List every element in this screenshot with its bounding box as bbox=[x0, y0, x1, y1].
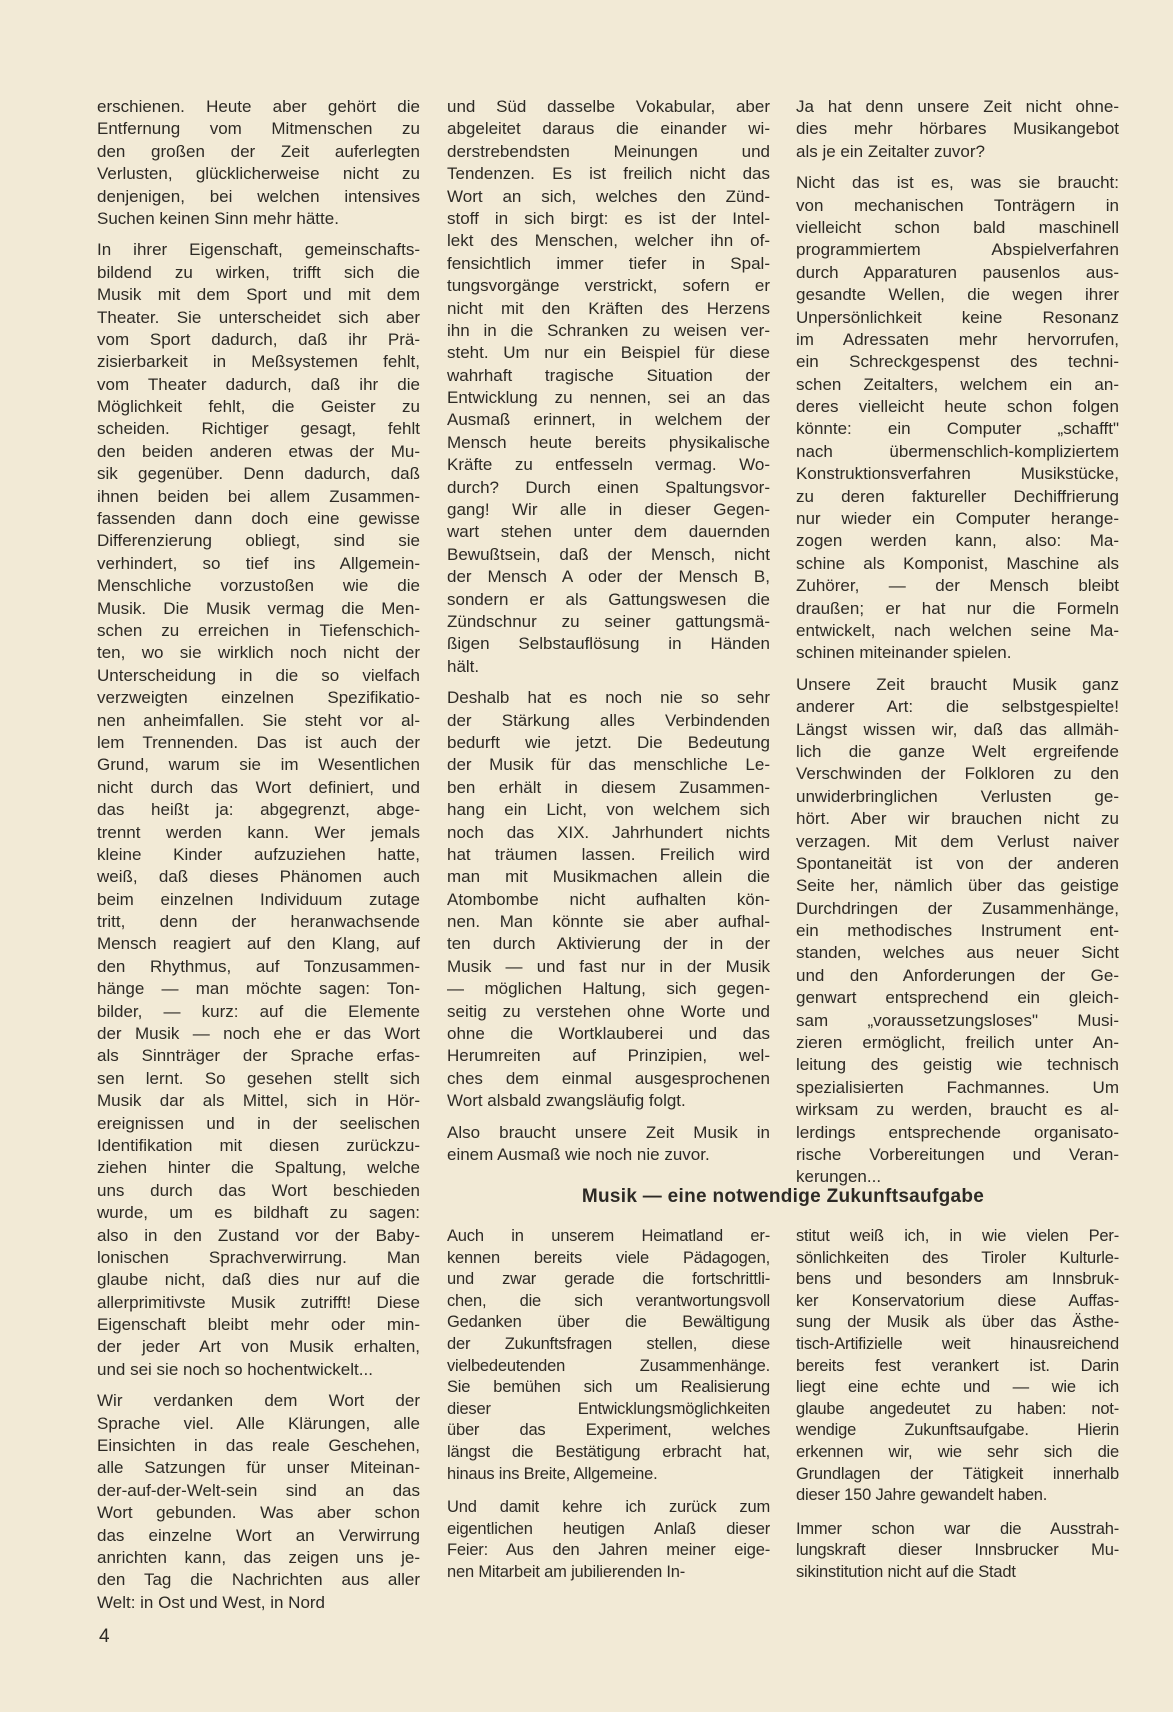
text-line: ziehen hinter die Spaltung, welche bbox=[97, 1158, 420, 1178]
text-line: Ja hat denn unsere Zeit nicht ohne- bbox=[796, 97, 1119, 116]
text-line: Gedanken über die Bewältigung bbox=[447, 1313, 770, 1332]
text-line: lonischen Sprachverwirrung. Man bbox=[97, 1247, 420, 1267]
text-line: dieser 150 Jahre gewandelt haben. bbox=[796, 1486, 1048, 1505]
text-line: ten durch Aktivierung der in der bbox=[447, 934, 770, 954]
text-line: wurde, um es bildhaft zu sagen: bbox=[97, 1203, 420, 1223]
text-line: und Süd dasselbe Vokabular, aber bbox=[447, 97, 770, 116]
text-line: der-auf-der-Welt-sein sind an das bbox=[97, 1480, 420, 1500]
text-line: Kräfte zu entfesseln vermag. Wo- bbox=[447, 455, 770, 475]
text-line: das heißt ja: abgegrenzt, abge- bbox=[97, 800, 420, 820]
text-line: Wort gebunden. Was aber schon bbox=[97, 1503, 420, 1523]
text-line: Differenzierung obliegt, sind sie bbox=[97, 531, 420, 551]
text-line: Unterscheidung in die so vielfach bbox=[97, 665, 420, 685]
text-line: lungskraft dieser Innsbrucker Mu- bbox=[796, 1541, 1119, 1560]
text-line: Wir verdanken dem Wort der bbox=[97, 1391, 420, 1411]
text-line: der Musik für das menschliche Le- bbox=[447, 755, 770, 775]
text-line: verzagen. Mit dem Verlust naiver bbox=[796, 831, 1119, 851]
text-line: liegt eine echte und — wie ich bbox=[796, 1378, 1119, 1397]
text-line: der Musik — noch ehe er das Wort bbox=[97, 1024, 420, 1044]
text-line: ereignissen und in der seelischen bbox=[97, 1113, 420, 1133]
text-line: bens und besonders am Innsbruk- bbox=[796, 1270, 1119, 1289]
text-line: einem Ausmaß wie noch nie zuvor. bbox=[447, 1144, 710, 1164]
text-line: sen lernt. So gesehen stellt sich bbox=[97, 1068, 420, 1088]
text-line: lekt des Menschen, welcher ihn of- bbox=[447, 231, 770, 251]
text-line: zieren ermöglicht, freilich unter An- bbox=[796, 1033, 1119, 1053]
text-line: leitung des geistig wie technisch bbox=[796, 1055, 1119, 1075]
text-line: vielbedeutenden Zusammenhänge. bbox=[447, 1356, 770, 1375]
text-line: ßigen Selbstauflösung in Händen bbox=[447, 634, 770, 654]
text-line: lem Trennenden. Das ist auch der bbox=[97, 732, 420, 752]
text-column-1 bbox=[97, 96, 420, 1623]
text-line: schen zu erreichen in Tiefenschich- bbox=[97, 620, 420, 640]
text-line: Auch in unserem Heimatland er- bbox=[447, 1227, 770, 1245]
text-line: Musik — und fast nur in der Musik bbox=[447, 956, 770, 976]
text-line: nur wieder ein Computer herange- bbox=[796, 509, 1119, 529]
text-line: nen anheimfallen. Sie steht vor al- bbox=[97, 710, 420, 730]
paragraph bbox=[796, 96, 1119, 163]
text-line: sik gegenüber. Denn dadurch, daß bbox=[97, 464, 420, 484]
text-line: hat träumen lassen. Freilich wird bbox=[447, 844, 770, 864]
text-line: schine als Komponist, Maschine als bbox=[796, 553, 1119, 573]
text-line: Mensch heute bereits physikalische bbox=[447, 432, 770, 452]
text-line: steht. Um nur ein Beispiel für diese bbox=[447, 343, 770, 363]
text-line: ben erhält in diesem Zusammen- bbox=[447, 777, 770, 797]
text-line: fassenden dann doch eine gewisse bbox=[97, 509, 420, 529]
paragraph bbox=[796, 1519, 1119, 1584]
text-line: Suchen keinen Sinn mehr hätte. bbox=[97, 208, 339, 228]
text-line: Musik. Die Musik vermag die Men- bbox=[97, 598, 420, 618]
paragraph bbox=[97, 239, 420, 1381]
text-line: scheiden. Richtiger gesagt, fehlt bbox=[97, 419, 420, 439]
text-line: wendige Zukunftsaufgabe. Hierin bbox=[796, 1421, 1119, 1440]
section-column-2 bbox=[447, 1226, 770, 1596]
text-line: ein Schreckgespenst des techni- bbox=[796, 352, 1119, 372]
text-line: ein methodisches Instrument ent- bbox=[796, 921, 1119, 941]
text-line: Durchdringen der Zusammenhänge, bbox=[796, 898, 1119, 918]
text-line: lerdings entsprechende organisato- bbox=[796, 1122, 1119, 1142]
text-line: bilder, — kurz: auf die Elemente bbox=[97, 1001, 420, 1021]
text-line: Und damit kehre ich zurück zum bbox=[447, 1498, 770, 1517]
text-line: kleine Kinder aufzuziehen hatte, bbox=[97, 844, 420, 864]
text-line: und den Anforderungen der Ge- bbox=[796, 965, 1119, 985]
text-line: noch das XIX. Jahrhundert nichts bbox=[447, 822, 770, 842]
text-line: Entwicklung zu nennen, sei an das bbox=[447, 388, 770, 408]
text-line: der Stärkung alles Verbindenden bbox=[447, 710, 770, 730]
text-line: fensichtlich immer tiefer in Spal- bbox=[447, 253, 770, 273]
paragraph bbox=[97, 1390, 420, 1614]
text-line: wahrhaft tragische Situation der bbox=[447, 365, 770, 385]
text-line: stoff in sich birgt: es ist der Intel- bbox=[447, 208, 770, 228]
text-line: eigentlichen heutigen Anlaß dieser bbox=[447, 1519, 770, 1538]
text-line: ker Konservatorium diese Auffas- bbox=[796, 1291, 1119, 1310]
paragraph bbox=[447, 687, 770, 1112]
text-line: Seite her, nämlich über das geistige bbox=[796, 876, 1119, 896]
text-line: ohne die Wortklauberei und das bbox=[447, 1024, 770, 1044]
text-line: Konstruktionsverfahren Musikstücke, bbox=[796, 464, 1119, 484]
text-line: lich die ganze Welt ergreifende bbox=[796, 741, 1119, 761]
text-line: Unsere Zeit braucht Musik ganz bbox=[796, 674, 1119, 694]
text-line: Welt: in Ost und West, in Nord bbox=[97, 1592, 326, 1612]
text-line: kerungen... bbox=[796, 1167, 882, 1187]
text-line: hänge — man möchte sagen: Ton- bbox=[97, 979, 420, 999]
text-line: gesandte Wellen, die wegen ihrer bbox=[796, 285, 1119, 305]
text-line: im Adressaten mehr hervorrufen, bbox=[796, 329, 1119, 349]
text-line: Also braucht unsere Zeit Musik in bbox=[447, 1122, 770, 1142]
text-line: Ausmaß erinnert, in welchem der bbox=[447, 410, 770, 430]
text-line: vielleicht schon bald maschinell bbox=[796, 217, 1119, 237]
text-line: Eigenschaft bleibt mehr oder min- bbox=[97, 1315, 420, 1335]
text-line: — möglichen Haltung, sich gegen- bbox=[447, 979, 770, 999]
text-line: Zündschnur zu seiner gattungsmä- bbox=[447, 611, 770, 631]
text-line: und sei sie noch so hochentwickelt... bbox=[97, 1359, 373, 1379]
text-line: Grundlagen der Tätigkeit innerhalb bbox=[796, 1464, 1119, 1483]
text-line: Zuhörer, — der Mensch bleibt bbox=[796, 576, 1119, 596]
text-line: Theater. Sie unterscheidet sich aber bbox=[97, 307, 420, 327]
text-line: Immer schon war die Ausstrah- bbox=[796, 1519, 1119, 1538]
text-line: Wort alsbald zwangsläufig folgt. bbox=[447, 1091, 686, 1111]
text-line: beim einzelnen Individuum zutage bbox=[97, 889, 420, 909]
text-line: den beiden anderen etwas der Mu- bbox=[97, 441, 420, 461]
text-line: glaube angedeutet zu haben: not- bbox=[796, 1399, 1119, 1418]
text-line: Verlusten, glücklicherweise nicht zu bbox=[97, 164, 420, 184]
text-line: Atombombe nicht aufhalten kön- bbox=[447, 889, 770, 909]
text-line: der Mensch A oder der Mensch B, bbox=[447, 567, 770, 587]
text-line: hang ein Licht, von welchem sich bbox=[447, 800, 770, 820]
text-line: bedurft wie jetzt. Die Bedeutung bbox=[447, 732, 770, 752]
text-line: verhindert, so tief ins Allgemein- bbox=[97, 553, 420, 573]
text-line: sung der Musik als über das Ästhe- bbox=[796, 1313, 1119, 1332]
text-line: Sprache viel. Alle Klärungen, alle bbox=[97, 1413, 420, 1433]
text-line: durch? Durch einen Spaltungsvor- bbox=[447, 477, 770, 497]
text-line: tritt, denn der heranwachsende bbox=[97, 912, 420, 932]
text-line: derstrebendsten Meinungen und bbox=[447, 141, 770, 161]
text-line: Mensch reagiert auf den Klang, auf bbox=[97, 934, 420, 954]
text-line: zisierbarkeit in Meßsystemen fehlt, bbox=[97, 352, 420, 372]
text-line: Identifikation mit diesen zurückzu- bbox=[97, 1135, 420, 1155]
text-line: seitig zu verstehen ohne Worte und bbox=[447, 1001, 770, 1021]
text-line: tisch-Artifizielle weit hinausreichend bbox=[796, 1334, 1119, 1353]
text-line: abgeleitet daraus die einander wi- bbox=[447, 119, 770, 139]
text-line: als je ein Zeitalter zuvor? bbox=[796, 141, 985, 161]
text-line: nicht durch das Wort definiert, und bbox=[97, 777, 420, 797]
section-heading: Musik — eine notwendige Zukunftsaufgabe bbox=[581, 1186, 985, 1207]
text-line: den großen der Zeit auferlegten bbox=[97, 141, 420, 161]
text-line: entwickelt, nach welchen seine Ma- bbox=[796, 620, 1119, 640]
text-line: erkennen wir, wie sehr sich die bbox=[796, 1442, 1119, 1461]
text-line: bildend zu wirken, trifft sich die bbox=[97, 262, 420, 282]
text-line: hält. bbox=[447, 656, 480, 676]
text-line: bereits fest verankert ist. Darin bbox=[796, 1356, 1119, 1375]
text-line: Möglichkeit fehlt, die Geister zu bbox=[97, 397, 420, 417]
text-line: man mit Musikmachen allein die bbox=[447, 867, 770, 887]
text-line: über das Experiment, welches bbox=[447, 1421, 770, 1440]
text-line: sönlichkeiten des Tiroler Kulturle- bbox=[796, 1248, 1119, 1267]
text-line: wirksam zu werden, braucht es al- bbox=[796, 1100, 1119, 1120]
text-line: tungsvorgänge verstrickt, sofern er bbox=[447, 276, 770, 296]
text-line: das einzelne Wort an Verwirrung bbox=[97, 1525, 420, 1545]
paragraph bbox=[97, 96, 420, 230]
text-line: Verschwinden der Folkloren zu den bbox=[796, 764, 1119, 784]
text-line: allerprimitivste Musik zutrifft! Diese bbox=[97, 1292, 420, 1312]
text-line: Menschliche vorzustoßen wie die bbox=[97, 576, 420, 596]
text-line: ches dem einmal ausgesprochenen bbox=[447, 1068, 770, 1088]
text-column-2 bbox=[447, 96, 770, 1175]
text-line: trennt werden kann. Wer jemals bbox=[97, 822, 420, 842]
text-line: rische Vorbereitungen und Veran- bbox=[796, 1144, 1119, 1164]
paragraph bbox=[447, 1226, 770, 1485]
page-number: 4 bbox=[99, 1626, 110, 1647]
text-line: ihn in die Schranken zu weisen ver- bbox=[447, 320, 770, 340]
text-line: genwart entsprechend ein gleich- bbox=[796, 988, 1119, 1008]
text-line: schen Zeitalters, welchem ein an- bbox=[796, 374, 1119, 394]
text-line: denjenigen, bei welchen intensives bbox=[97, 186, 420, 206]
text-line: vom Sport dadurch, daß ihr Prä- bbox=[97, 329, 420, 349]
text-line: Unpersönlichkeit keine Resonanz bbox=[796, 307, 1119, 327]
text-line: stitut weiß ich, in wie vielen Per- bbox=[796, 1227, 1119, 1245]
text-line: Längst wissen wir, daß das allmäh- bbox=[796, 719, 1119, 739]
text-line: und zwar gerade die fortschrittli- bbox=[447, 1270, 770, 1289]
text-line: Musik dar als Mittel, sich in Hör- bbox=[97, 1091, 420, 1111]
text-line: standen, welches aus neuer Sicht bbox=[796, 943, 1119, 963]
text-line: Einsichten in das reale Geschehen, bbox=[97, 1436, 420, 1456]
text-line: glaube nicht, daß dies nur auf die bbox=[97, 1270, 420, 1290]
text-line: durch Apparaturen pausenlos aus- bbox=[796, 262, 1119, 282]
text-line: Tendenzen. Es ist freilich nicht das bbox=[447, 164, 770, 184]
text-line: weiß, daß dieses Phänomen auch bbox=[97, 867, 420, 887]
text-line: draußen; er hat nur die Formeln bbox=[796, 598, 1119, 618]
paragraph bbox=[447, 1497, 770, 1583]
text-line: Bewußtsein, daß der Mensch, nicht bbox=[447, 544, 770, 564]
text-column-3 bbox=[796, 96, 1119, 1198]
text-line: also in den Zustand vor der Baby- bbox=[97, 1225, 420, 1245]
text-line: Nicht das ist es, was sie braucht: bbox=[796, 173, 1119, 193]
text-line: dieser Entwicklungsmöglichkeiten bbox=[447, 1399, 770, 1418]
text-line: hinaus ins Breite, Allgemeine. bbox=[447, 1464, 658, 1483]
text-line: alle Satzungen für unser Miteinan- bbox=[97, 1458, 420, 1478]
text-line: Musik mit dem Sport und mit dem bbox=[97, 285, 420, 305]
text-line: In ihrer Eigenschaft, gemeinschafts- bbox=[97, 240, 420, 260]
text-line: vom Theater dadurch, daß ihr die bbox=[97, 374, 420, 394]
text-line: Sie bemühen sich um Realisierung bbox=[447, 1378, 770, 1397]
text-line: Deshalb hat es noch nie so sehr bbox=[447, 688, 770, 708]
text-line: ten, wo sie wirklich noch nicht der bbox=[97, 643, 420, 663]
text-line: erschienen. Heute aber gehört die bbox=[97, 97, 420, 116]
text-line: verzweigten einzelnen Spezifikatio- bbox=[97, 688, 420, 708]
text-line: Herumreiten auf Prinzipien, wel- bbox=[447, 1046, 770, 1066]
paragraph bbox=[796, 172, 1119, 665]
text-line: den Tag die Nachrichten aus aller bbox=[97, 1570, 420, 1590]
text-line: der Zukunftsfragen stellen, diese bbox=[447, 1334, 770, 1353]
text-line: sam „voraussetzungsloses" Musi- bbox=[796, 1010, 1119, 1030]
text-line: dies mehr hörbares Musikangebot bbox=[796, 119, 1119, 139]
text-line: längst die Bestätigung erbracht hat, bbox=[447, 1442, 770, 1461]
text-line: anrichten kann, das zeigen uns je- bbox=[97, 1548, 420, 1567]
text-line: gang! Wir alle in dieser Gegen- bbox=[447, 500, 770, 520]
text-line: nen Mitarbeit am jubilierenden In- bbox=[447, 1562, 686, 1581]
text-line: den Rhythmus, auf Tonzusammen- bbox=[97, 956, 420, 976]
text-line: deres vielleicht heute schon folgen bbox=[796, 397, 1119, 417]
text-line: zu deren faktureller Dechiffrierung bbox=[796, 486, 1119, 506]
text-line: Wort an sich, welches den Zünd- bbox=[447, 186, 770, 206]
paragraph bbox=[796, 674, 1119, 1189]
text-line: Feier: Aus den Jahren meiner eige- bbox=[447, 1541, 770, 1560]
text-line: Spontaneität ist von der anderen bbox=[796, 853, 1119, 873]
text-line: sikinstitution nicht auf die Stadt bbox=[796, 1562, 1016, 1581]
text-line: anderer Art: die selbstgespielte! bbox=[796, 697, 1119, 717]
text-line: uns durch das Wort beschieden bbox=[97, 1180, 420, 1200]
text-line: Grund, warum sie im Wesentlichen bbox=[97, 755, 420, 775]
text-line: nen. Man könnte sie aber aufhal- bbox=[447, 912, 770, 932]
text-line: spezialisierten Fachmannes. Um bbox=[796, 1077, 1119, 1097]
text-line: programmiertem Abspielverfahren bbox=[796, 240, 1119, 260]
section-column-3 bbox=[796, 1226, 1119, 1596]
text-line: zogen werden kann, also: Ma- bbox=[796, 531, 1119, 551]
text-line: Entfernung vom Mitmenschen zu bbox=[97, 119, 420, 139]
text-line: von mechanischen Tonträgern in bbox=[796, 195, 1119, 215]
text-line: ihnen beiden bei allem Zusammen- bbox=[97, 486, 420, 506]
text-line: hört. Aber wir brauchen nicht zu bbox=[796, 809, 1119, 829]
text-line: wart stehen unter dem dauernden bbox=[447, 522, 770, 542]
text-line: der jeder Art von Musik erhalten, bbox=[97, 1337, 420, 1357]
text-line: unwiderbringlichen Verlusten ge- bbox=[796, 786, 1119, 806]
text-line: nicht mit den Kräften des Herzens bbox=[447, 298, 770, 318]
text-line: sondern er als Gattungswesen die bbox=[447, 589, 770, 609]
paragraph bbox=[447, 96, 770, 678]
text-line: als Sinnträger der Sprache erfas- bbox=[97, 1046, 420, 1066]
text-line: schinen miteinander spielen. bbox=[796, 643, 1012, 663]
text-line: chen, die sich verantwortungsvoll bbox=[447, 1291, 770, 1310]
text-line: könnte: ein Computer „schafft" bbox=[796, 419, 1119, 439]
text-line: nach übermenschlich-kompliziertem bbox=[796, 441, 1119, 461]
paragraph bbox=[447, 1122, 770, 1167]
text-line: kennen bereits viele Pädagogen, bbox=[447, 1248, 770, 1267]
paragraph bbox=[796, 1226, 1119, 1507]
